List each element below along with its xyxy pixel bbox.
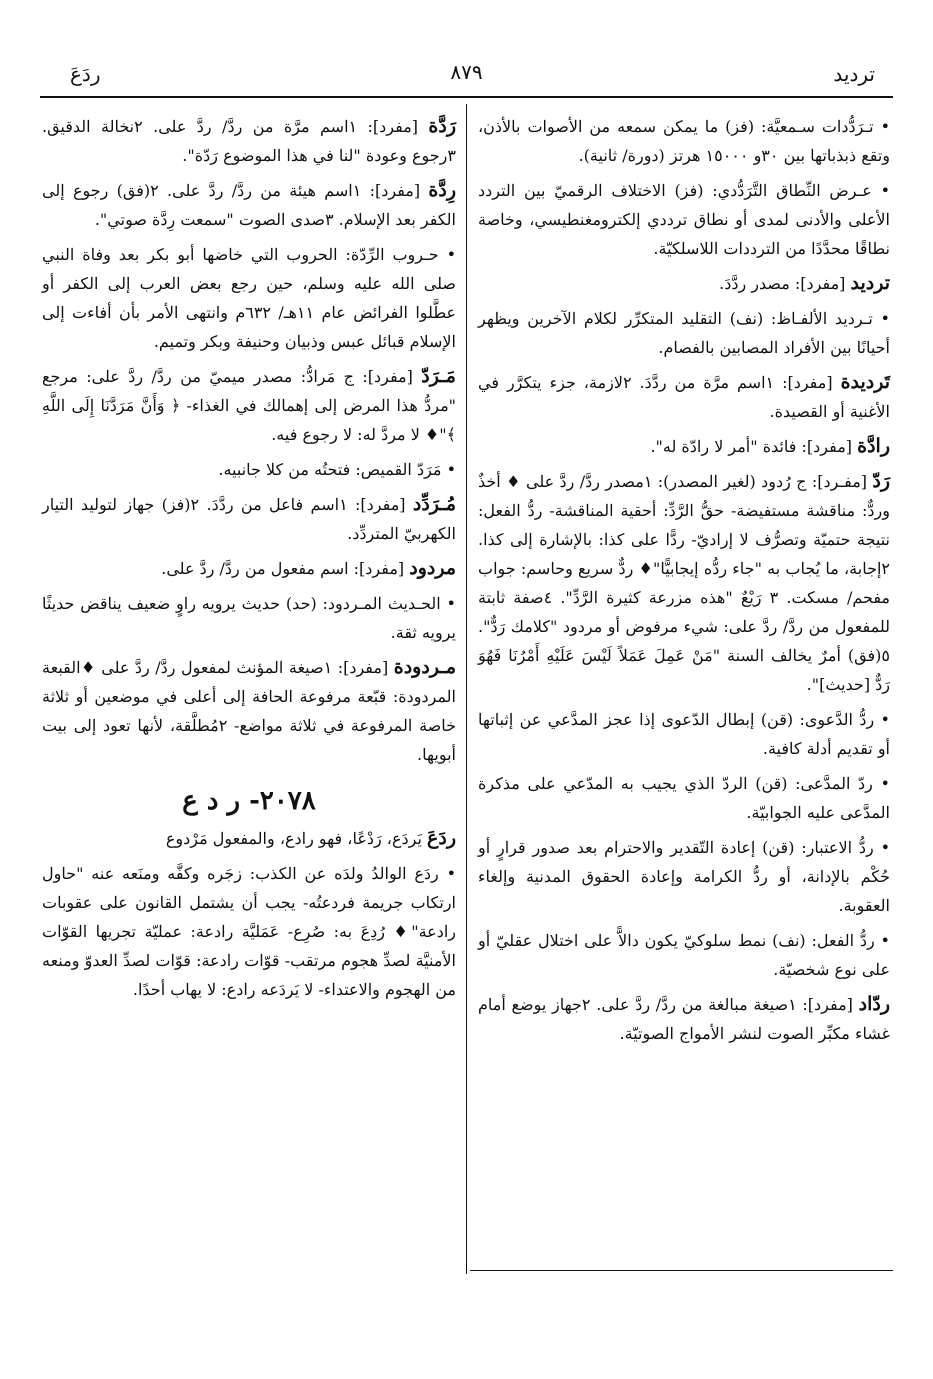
column-divider: [466, 104, 467, 1274]
entry-headword: ردَعَ: [427, 827, 456, 849]
entry-definition: [مفرد]: فائدة "أمر لا رادّة له".: [650, 437, 853, 456]
dictionary-entry: [42, 554, 456, 583]
entry-definition: • ردّ المدَّعى: (قن) الردّ الذي يجيب به المدّعي على مذكرة المدَّعى عليه الجوابيّة.: [478, 774, 890, 822]
entry-headword: ردّاد: [858, 993, 891, 1015]
entry-headword: مردود: [409, 557, 456, 579]
page-number: ٨٧٩: [450, 60, 483, 84]
entry-definition: • الحـديث المـردود: (حد) حديث يرويه راوٍ ضعيف يناقض حديثًا يرويه ثقة.: [42, 594, 456, 642]
page-header: [40, 52, 893, 92]
dictionary-entry: [42, 176, 456, 234]
dictionary-entry: [42, 824, 456, 853]
dictionary-entry: [42, 490, 456, 548]
dictionary-entry: [42, 653, 456, 769]
entry-definition: • تـرديد الألفـاظ: (نف) التقليد المتكرِّر لكلام الآخرين ويظهر أحيانًا بين الأفراد المصابين بالفصام.: [478, 309, 890, 357]
entry-definition: [مفرد]: مصدر ردَّدَ.: [719, 274, 846, 293]
entry-definition: • ردُّ الاعتبار: (قن) إعادة التّقدير والاحترام بعد صدور قرارٍ أو حُكْم بالإدانة، أو ردُّ الكرامة وإعادة الحقوق المدنية وإلغاء العقوبة.: [478, 838, 890, 915]
sub-entry: [478, 176, 890, 263]
right-column: [478, 112, 890, 1054]
entry-definition: • تـرَدُّدات سـمعيَّة: (فز) ما يمكن سمعه من الأصوات بالأذن، وتقع ذبذباتها بين ٣٠و ١٥٠٠٠ هرتز (دورة/ ثانية).: [478, 117, 890, 165]
entry-headword: تَرديدة: [840, 371, 891, 393]
entry-definition: [مفرد]: ١اسم هيئة من ردَّ/ ردَّ على. ٢(فق) رجوع إلى الكفر بعد الإسلام. ٣صدى الصوت "سمعت رِدَّة صوتي".: [42, 181, 456, 229]
entry-definition: • مَرَدّ القميص: فتحتُه من كلا جانبيه.: [218, 460, 456, 479]
entry-definition: • عـرض النِّطاق التَّرَدُّدي: (فز) الاختلاف الرقميّ بين التردد الأعلى والأدنى لمدى أو نطاق ترددي إلكترومغنطيسي، وخاصة نطاقًا محدَّدًا من الترددات اللاسلكيّة.: [478, 181, 890, 258]
entry-headword: رَدّ: [872, 470, 890, 492]
entry-definition: [مفرد]: ١اسم مرَّة من ردَّدَ. ٢لازمة، جزء يتكرَّر في الأغنية أو القصيدة.: [478, 373, 890, 421]
entry-definition: [مفـرد]: ج رُدود (لغير المصدر): ١مصدر ردَّ/ ردَّ على ♦ أخذٌ وردٌّ: مناقشة مستفيضة- حقُّ الرَّدِّ: أحقية المناقشة- ردُّ الفعل: نتيجة حتميّة وتصرُّف لا إراديّ- ردًّا على كذا: بالإشارة إلى كذا. ٢إجابة، ما يُجاب به "جاء ردُّه إيجابيًّا"♦ ردٌّ سريع وحاسم: جواب مفحم/ مسكت. ٣ رَيْعٌ "هذه مزرعة كثيرة الرَّدِّ". ٤صفة ثابتة للمفعول من ردَّ/ ردَّ على: شيء مرفوض أو مردود "كلامك رَدٌّ". ٥(فق) أمرٌ يخالف السنة "مَنْ عَمِلَ عَمَلاً لَيْسَ عَلَيْهِ أَمْرُنَا فَهُوَ رَدٌّ [حديث]".: [478, 472, 891, 694]
entry-definition: [مفرد]: ج مَرادُّ: مصدر ميميّ من ردَّ/ ردَّ على: مرجع "مردُّ هذا المرض إلى إهمالك في الغذاء- ﴿ وَأَنَّ مَرَدَّنَا إِلَى اللَّهِ ﴾"♦ لا مردَّ له: لا رجوع فيه.: [42, 367, 456, 444]
sub-entry: [478, 833, 890, 920]
entry-headword: مـردودة: [393, 656, 457, 678]
sub-entry: [478, 769, 890, 827]
sub-entry: [478, 304, 890, 362]
dictionary-entry: [478, 467, 890, 699]
entry-definition: [مفرد]: ١اسم فاعل من ردَّدَ. ٢(فز) جهاز لتوليد التيار الكهربيّ المتردِّد.: [42, 495, 456, 543]
entry-definition: يَردَع، رَدْعًا، فهو رادع، والمفعول مَرْدوع: [165, 829, 422, 848]
entry-headword: رِدَّة: [428, 179, 457, 201]
sub-entry: [42, 455, 456, 484]
root-section-title: ٢٠٧٨- ر د ع: [182, 786, 316, 816]
sub-entry: [42, 240, 456, 356]
entry-headword: رادَّة: [857, 435, 890, 457]
dictionary-entry: [478, 432, 890, 461]
sub-entry: [478, 705, 890, 763]
header-rule: [40, 96, 893, 98]
entry-headword: رَدَّة: [428, 115, 456, 137]
dictionary-entry: [42, 112, 456, 170]
entry-headword: مُـرَدِّد: [412, 493, 457, 515]
sub-entry: [478, 926, 890, 984]
entry-definition: • ردُّ الدَّعوى: (قن) إبطال الدّعوى إذا عجز المدَّعي عن إثباتها أو تقديم أدلة كافية.: [478, 710, 890, 758]
entry-definition: [مفرد]: ١صيغة المؤنث لمفعول ردَّ/ ردَّ على ♦القبعة المردودة: قبّعة مرفوعة الحافة إلى أعلى في موضعين أو ثلاثة خاصة المرفوعة في ثلاثة مواضع- ٢مُطلَّقة، لأنها تعود إلى بيت أبويها.: [42, 658, 456, 764]
entry-definition: [مفرد]: ١اسم مرَّة من ردَّ/ ردَّ على. ٢نخالة الدقيق. ٣رجوع وعودة "لنا في هذا الموضوع رَدّة".: [42, 117, 456, 165]
dictionary-entry: [478, 368, 890, 426]
dictionary-entry: [478, 990, 890, 1048]
entry-headword: ترديد: [850, 272, 890, 294]
sub-entry: [42, 589, 456, 647]
entry-definition: [مفرد]: اسم مفعول من ردَّ/ ردَّ على.: [161, 559, 405, 578]
left-column: [42, 112, 456, 1010]
sub-entry: [42, 859, 456, 1004]
entry-definition: • حـروب الرِّدّة: الحروب التي خاضها أبو بكر بعد وفاة النبي صلى الله عليه وسلم، حين رجع بعض العرب إلى الكفر أو عطَّلوا الفرائض عام ١١هـ/ ٦٣٢م وانتهى الأمر بأن أفاءت إلى الإسلام قبائل عبس وذبيان وحنيفة وبكر وتميم.: [42, 245, 456, 351]
entry-definition: • ردَع الوالدُ ولدَه عن الكذب: زجَره وكفَّه ومنَعه عنه "حاول ارتكاب جريمة فردعتُه- يجب أن يشتمل القانون على عقوبات رادعة"♦ رُدِعَ به: صُرِع- عَمَليَّة رادعة: عمليّة تجريها القوّات الأمنيَّة لصدِّ هجوم مرتقب- قوّات رادعة: قوّات لصدِّ العدوّ ومنعه من الهجوم والاعتداء- لا يَردَعه رادع: لا يهاب أحدًا.: [42, 864, 457, 999]
entry-headword: مَـرَدّ: [421, 365, 456, 387]
dictionary-entry: [478, 269, 890, 298]
sub-entry: [478, 112, 890, 170]
entry-definition: [مفرد]: ١صيغة مبالغة من ردَّ/ ردَّ على. ٢جهاز يوضع أمام غشاء مكبِّر الصوت لنشر الأمواج الصوتيّة.: [478, 995, 890, 1043]
running-head-left: ردَعَ: [70, 62, 101, 86]
entry-definition: • ردُّ الفعل: (نف) نمط سلوكيّ يكون دالاًّ على اختلال عقليّ أو على نوع شخصيّة.: [478, 931, 890, 979]
column-end-rule: [470, 1270, 893, 1271]
dictionary-entry: [42, 362, 456, 449]
running-head-right: ترديد: [833, 62, 875, 86]
